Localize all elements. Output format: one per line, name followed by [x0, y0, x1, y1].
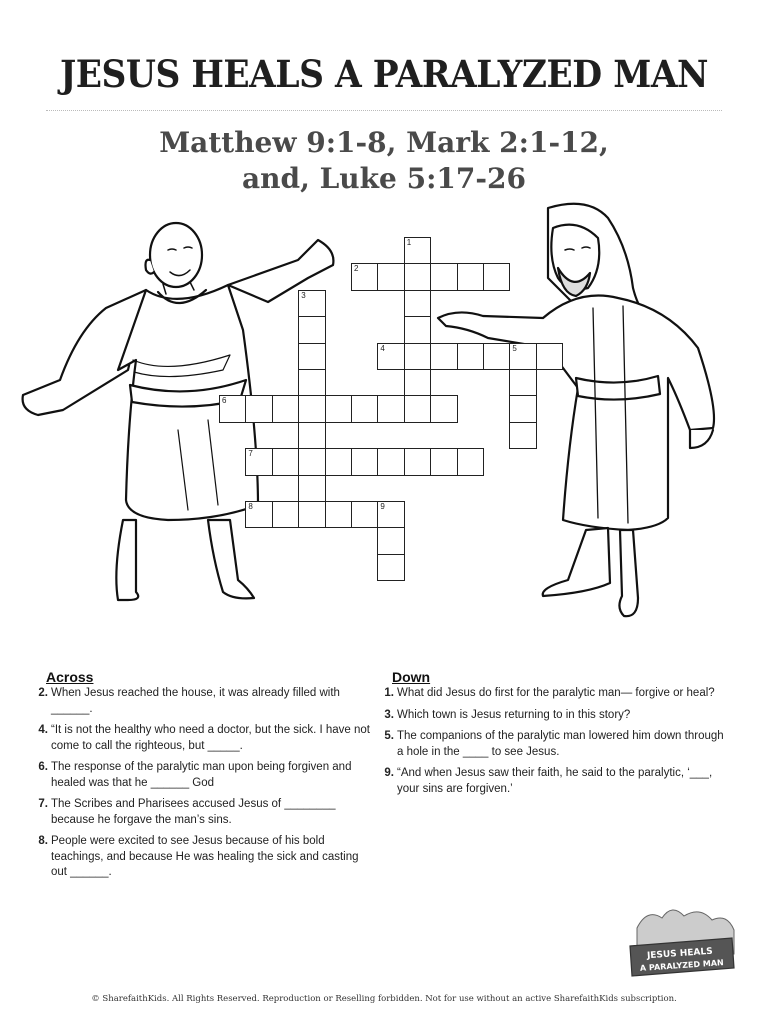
across-clue — [32, 760, 372, 791]
down-heading: Down — [392, 669, 431, 685]
crossword-cell[interactable] — [298, 343, 325, 370]
copyright-footer: © SharefaithKids. All Rights Reserved. Reproduction or Reselling forbidden. Not for use without an active SharefaithKids subscription. — [91, 994, 677, 1004]
clue-number: 7. — [38, 798, 48, 810]
crossword-cell[interactable] — [404, 263, 431, 290]
crossword-cell[interactable] — [298, 369, 325, 396]
crossword-cell[interactable] — [457, 263, 484, 290]
scripture-reference-line-2: and, Luke 5:17-26 — [242, 162, 526, 195]
scripture-reference-line-1: Matthew 9:1-8, Mark 2:1-12, — [159, 126, 609, 159]
crossword-number: 2 — [354, 264, 359, 274]
across-clue — [32, 834, 372, 881]
crossword-cell[interactable] — [377, 527, 404, 554]
crossword-cell[interactable] — [351, 395, 378, 422]
crossword-cell[interactable] — [404, 448, 431, 475]
crossword-number: 9 — [380, 502, 385, 511]
crossword-cell[interactable] — [298, 448, 325, 475]
across-heading: Across — [46, 669, 94, 685]
clue-text: The Scribes and Pharisees accused Jesus of ________ because he forgave the man’s sins. — [51, 798, 336, 826]
crossword-cell[interactable] — [404, 316, 431, 343]
crossword-cell[interactable] — [245, 395, 272, 422]
crossword-cell[interactable] — [351, 448, 378, 475]
crossword-cell[interactable] — [404, 290, 431, 317]
clue-text: People were excited to see Jesus because of his bold teachings, and because He was healing the sick and casting out ______. — [51, 835, 359, 878]
clue-number: 9. — [384, 767, 394, 779]
clue-text: The response of the paralytic man upon being forgiven and healed was that he ______ God — [51, 761, 352, 789]
crossword-number: 3 — [301, 290, 306, 300]
clue-number: 3. — [384, 708, 394, 721]
crossword-cell[interactable] — [272, 395, 299, 422]
clue-number: 2. — [38, 687, 48, 699]
crossword-cell[interactable] — [430, 448, 457, 475]
across-clue — [32, 723, 372, 754]
across-clues — [32, 686, 372, 887]
clue-number: 8. — [38, 835, 48, 847]
crossword-cell[interactable] — [325, 501, 352, 528]
down-clue — [378, 686, 728, 702]
svg-text:JESUS HEALS: JESUS HEALS — [646, 946, 714, 962]
crossword-cell[interactable] — [457, 448, 484, 475]
clue-text: What did Jesus do first for the paralytic man— forgive or heal? — [397, 687, 715, 699]
crossword-cell[interactable] — [325, 395, 352, 422]
crossword-cell[interactable] — [272, 448, 299, 475]
crossword-cell[interactable] — [298, 475, 325, 502]
crossword-cell[interactable] — [430, 395, 457, 422]
down-clue — [378, 708, 728, 724]
clue-text: When Jesus reached the house, it was already filled with ______. — [51, 687, 340, 715]
crossword-cell[interactable] — [404, 343, 431, 370]
clue-text: The companions of the paralytic man lowered him down through a hole in the ____ to see Jesus. — [397, 730, 724, 758]
crossword-cell[interactable] — [430, 263, 457, 290]
clue-number: 6. — [38, 761, 48, 773]
down-clue — [378, 729, 728, 760]
crossword-cell[interactable] — [377, 448, 404, 475]
crossword-cell[interactable] — [457, 343, 484, 370]
crossword-cell[interactable] — [377, 395, 404, 422]
crossword-cell[interactable] — [509, 395, 536, 422]
crossword-cell[interactable] — [509, 422, 536, 449]
crossword-cell[interactable] — [483, 263, 510, 290]
crossword-cell[interactable] — [483, 343, 510, 370]
crossword-cell[interactable] — [404, 369, 431, 396]
lesson-logo-badge — [622, 898, 740, 984]
clue-number: 4. — [38, 724, 48, 736]
down-clue — [378, 766, 728, 797]
crossword-cell[interactable] — [509, 369, 536, 396]
clue-number: 5. — [384, 730, 394, 742]
crossword-cell[interactable] — [325, 448, 352, 475]
crossword-number: 4 — [380, 343, 385, 353]
across-clue — [32, 797, 372, 828]
title-divider — [46, 110, 722, 111]
clue-text: Which town is Jesus returning to in this story? — [397, 708, 631, 721]
crossword-cell[interactable] — [536, 343, 563, 370]
crossword-number: 8 — [248, 502, 253, 511]
crossword-number: 7 — [248, 449, 253, 459]
crossword-number: 6 — [222, 396, 227, 406]
across-clue — [32, 686, 372, 717]
crossword-number: 5 — [512, 343, 517, 353]
clue-text: “And when Jesus saw their faith, he said to the paralytic, ‘___, your sins are forgiven.’ — [397, 767, 713, 795]
page-title: JESUS HEALS A PARALYZED MAN — [59, 52, 709, 96]
crossword-number: 1 — [406, 238, 412, 247]
crossword-cell[interactable] — [404, 395, 431, 422]
crossword-cell[interactable] — [351, 501, 378, 528]
crossword-cell[interactable] — [298, 395, 325, 422]
crossword-cell[interactable] — [298, 316, 325, 343]
svg-text:A PARALYZED MAN: A PARALYZED MAN — [639, 958, 724, 973]
down-clues — [378, 686, 728, 803]
crossword-cell[interactable] — [298, 422, 325, 449]
crossword-cell[interactable] — [298, 501, 325, 528]
crossword-cell[interactable] — [272, 501, 299, 528]
crossword-cell[interactable] — [377, 554, 404, 581]
crossword-cell[interactable] — [430, 343, 457, 370]
clue-text: “It is not the healthy who need a doctor, but the sick. I have not come to call the righteous, but _____. — [51, 724, 371, 752]
clue-number: 1. — [384, 687, 394, 699]
crossword-cell[interactable] — [377, 263, 404, 290]
